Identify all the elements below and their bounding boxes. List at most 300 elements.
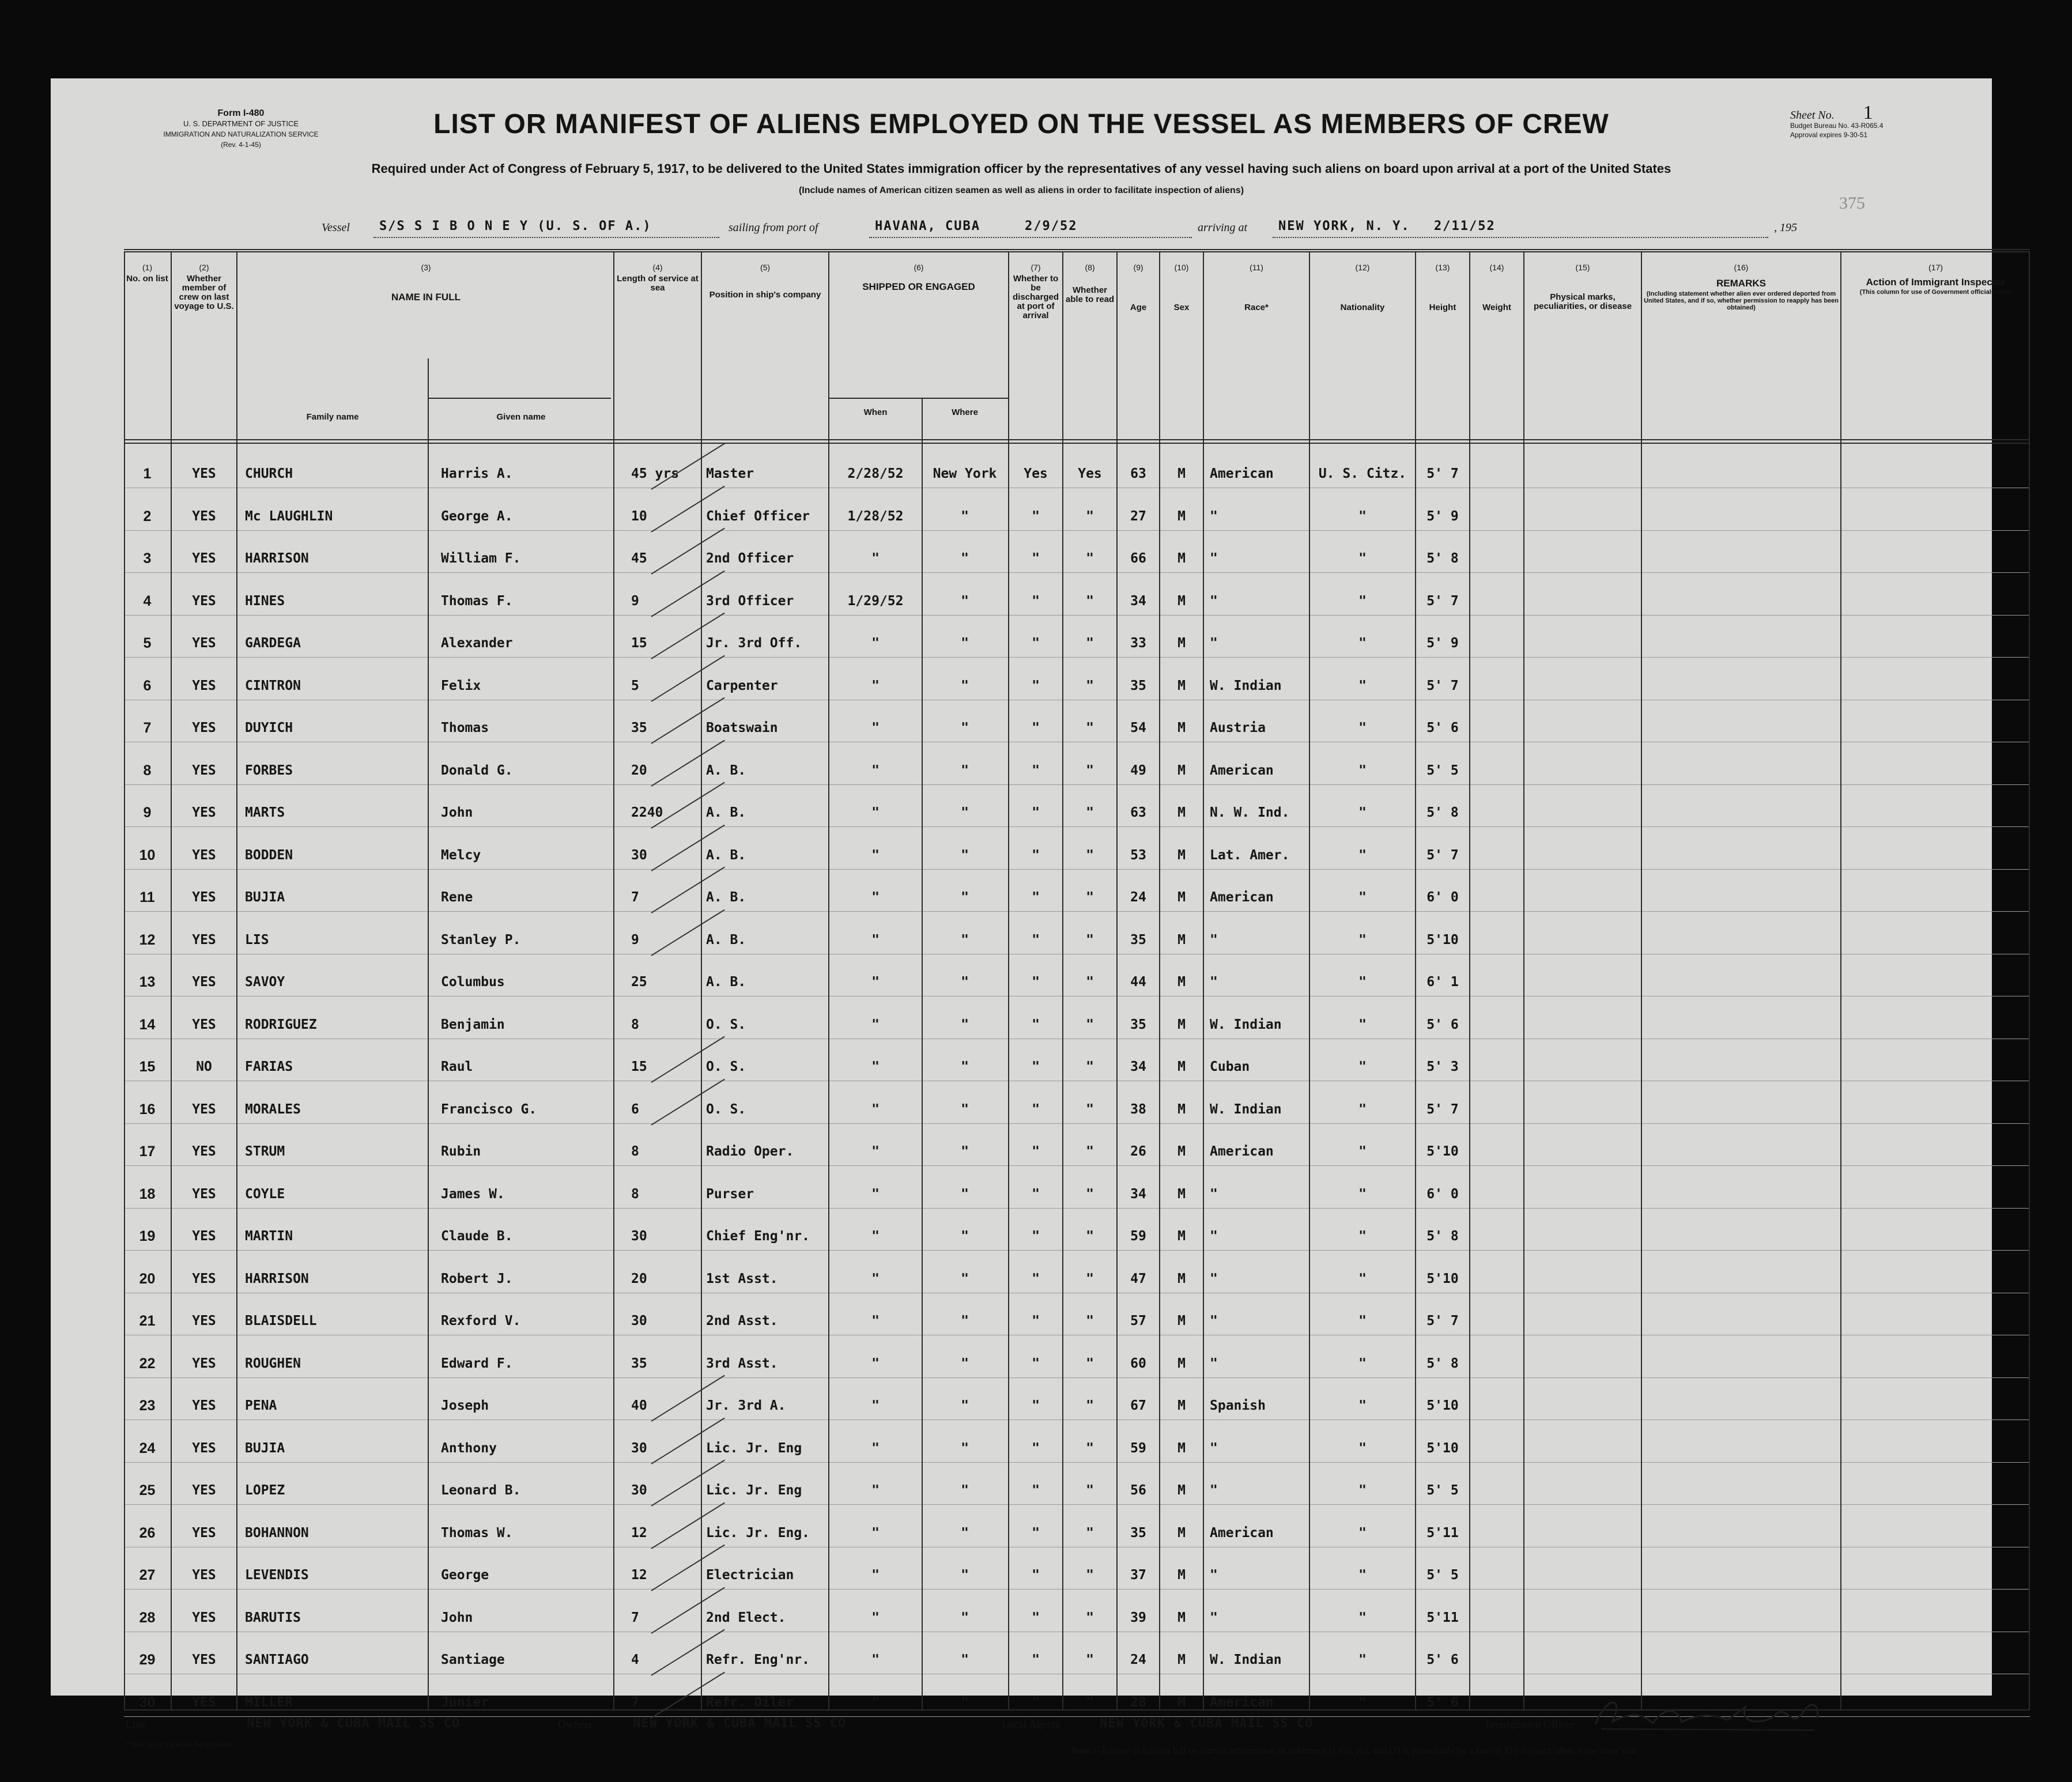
length-service-cell: 8 [631,1144,639,1159]
length-service-cell: 7 [631,890,639,905]
given-name-cell: James W. [441,1186,505,1202]
height-cell: 5' 5 [1426,1483,1459,1498]
nationality-cell: " [1358,1568,1367,1583]
race-cell: American [1210,1144,1274,1159]
age-cell: 44 [1130,975,1146,990]
family-name-cell: LEVENDIS [245,1568,309,1583]
given-name-cell: Columbus [441,975,505,990]
nationality-cell: " [1358,1398,1367,1413]
table-row [124,1377,2030,1378]
position-cell: Refr. Oiler [706,1694,794,1710]
column-rule [1415,251,1416,1709]
last-voyage-cell: YES [192,1610,216,1625]
race-cell: " [1210,636,1218,651]
position-cell: 3rd Officer [706,593,794,609]
able-to-read-cell: " [1086,1694,1094,1710]
age-cell: 60 [1130,1356,1146,1371]
shipped-where-cell: " [961,1017,969,1032]
length-service-cell: 20 [631,762,647,778]
nationality-cell: " [1358,508,1367,524]
shipped-when-cell: " [871,1313,880,1328]
sex-cell: M [1177,847,1186,863]
sex-cell: M [1177,1568,1186,1583]
race-cell: " [1210,1610,1218,1625]
length-service-cell: 8 [631,1186,639,1202]
discharged-cell: " [1032,847,1040,863]
shipped-when-cell: 1/28/52 [847,508,904,524]
position-cell: 3rd Asst. [706,1356,778,1371]
position-cell: Boatswain [706,720,778,735]
sex-cell: M [1177,975,1186,990]
able-to-read-cell: " [1086,1271,1094,1286]
length-service-cell: 45 [631,551,647,566]
length-service-cell: 6 [631,1101,639,1117]
shipped-when-cell: " [871,1059,880,1074]
age-cell: 59 [1130,1229,1146,1244]
header-bottom-rule [124,443,2030,444]
race-cell: " [1210,1568,1218,1583]
sex-cell: M [1177,551,1186,566]
header-physical-marks: (15) Physical marks, peculiarities, or disease [1533,263,1632,311]
shipped-when-cell: " [871,1017,880,1032]
length-service-cell: 30 [631,847,647,863]
height-cell: 5' 7 [1426,1313,1459,1328]
shipped-when-cell: " [871,1652,880,1667]
discharged-cell: " [1032,1186,1040,1202]
header-where: Where [952,407,978,417]
shipped-when-cell: " [871,975,880,990]
shipped-where-cell: " [961,1101,969,1117]
age-cell: 63 [1130,805,1146,820]
position-cell: Electrician [706,1568,794,1583]
family-name-cell: SAVOY [245,975,285,990]
discharged-cell: Yes [1024,466,1048,481]
column-rule [2029,251,2030,1709]
family-name-cell: STRUM [245,1144,285,1159]
row-number: 13 [139,974,156,990]
last-voyage-cell: YES [192,1144,216,1159]
shipped-when-cell: " [871,1398,880,1413]
position-cell: A. B. [706,975,746,990]
age-cell: 28 [1130,1694,1146,1710]
family-name-cell: MARTIN [245,1229,293,1244]
family-name-cell: CHURCH [245,466,293,481]
length-service-cell: 2240 [631,805,663,820]
last-voyage-cell: NO [196,1059,212,1074]
nationality-cell: " [1358,932,1367,947]
length-service-cell: 15 [631,1059,647,1074]
length-service-cell: 45 yrs [631,466,680,481]
last-voyage-cell: YES [192,1017,216,1032]
row-number: 4 [143,592,152,609]
height-cell: 5' 8 [1426,1229,1459,1244]
race-cell: W. Indian [1210,1017,1282,1032]
height-cell: 5' 7 [1426,847,1459,863]
shipped-where-cell: " [961,593,969,609]
header-race: (11) Race* [1244,263,1269,312]
able-to-read-cell: " [1086,1568,1094,1583]
nationality-cell: " [1358,1483,1367,1498]
sailing-label: sailing from port of [729,221,818,234]
age-cell: 56 [1130,1483,1146,1498]
length-service-cell: 30 [631,1483,647,1498]
line-value: NEW YORK & CUBA MAIL SS CO [247,1716,461,1731]
family-name-cell: BARUTIS [245,1610,301,1625]
age-cell: 27 [1130,508,1146,524]
able-to-read-cell: " [1086,1229,1094,1244]
sex-cell: M [1177,1186,1186,1202]
row-number: 9 [143,805,152,821]
nationality-cell: " [1358,1525,1367,1541]
race-cell: " [1210,932,1218,947]
position-cell: O. S. [706,1059,746,1074]
race-cell: W. Indian [1210,1101,1282,1117]
table-row [124,1123,2030,1124]
family-name-cell: HINES [245,593,285,609]
owners-value: NEW YORK & CUBA MAIL SS CO [633,1716,847,1731]
column-rule [1203,251,1204,1709]
column-rule [613,251,614,1709]
discharged-cell: " [1032,1652,1040,1667]
height-cell: 5' 7 [1426,593,1459,609]
length-service-cell: 7 [631,1694,639,1710]
shipped-when-cell: 1/29/52 [847,593,904,609]
discharged-cell: " [1032,975,1040,990]
race-cell: American [1210,1694,1274,1710]
nationality-cell: " [1358,1440,1367,1456]
discharged-cell: " [1032,1440,1040,1456]
nationality-cell: " [1358,1229,1367,1244]
sex-cell: M [1177,1144,1186,1159]
height-cell: 5'10 [1426,1398,1459,1413]
sex-cell: M [1177,1652,1186,1667]
approval-expiry: Approval expires 9-30-51 [1790,131,1868,139]
given-name-cell: Santiage [441,1652,505,1667]
sex-cell: M [1177,1356,1186,1371]
age-cell: 53 [1130,847,1146,863]
given-name-cell: Joseph [441,1398,489,1413]
nationality-cell: " [1358,1101,1367,1117]
shipped-when-cell: " [871,1525,880,1541]
discharged-cell: " [1032,1694,1040,1710]
race-cell: Austria [1210,720,1266,735]
height-cell: 5'10 [1426,1144,1459,1159]
shipped-where-cell: " [961,551,969,566]
sheet-number-block [1790,102,1963,139]
subtitle-note: (Include names of American citizen seamen as well as aliens in order to facilitate inspection of aliens) [798,186,1244,195]
position-cell: Carpenter [706,678,778,693]
shipped-where-cell: " [961,1652,969,1667]
discharged-cell: " [1032,762,1040,778]
given-name-cell: Anthony [441,1440,497,1456]
page-stamp: 375 [1839,194,1865,213]
discharged-cell: " [1032,678,1040,693]
last-voyage-cell: YES [192,847,216,863]
length-service-cell: 35 [631,1356,647,1371]
age-cell: 37 [1130,1568,1146,1583]
shipped-when-cell: " [871,1440,880,1456]
row-number: 22 [139,1355,156,1372]
nationality-cell: " [1358,805,1367,820]
height-cell: 5' 5 [1426,1568,1459,1583]
height-cell: 5'10 [1426,1271,1459,1286]
shipped-where-cell: " [961,1440,969,1456]
able-to-read-cell: " [1086,720,1094,735]
penalty-note: Note.—Failure to furnish full or correct information in columns (3), (5), (6), and (7) is punishable by a fine of $10 for each alien. (See other side [1071,1745,1638,1756]
discharged-cell: " [1032,805,1040,820]
nationality-cell: " [1358,1017,1367,1032]
race-cell: " [1210,508,1218,524]
header-nationality: (12) Nationality [1340,263,1385,312]
shipped-when-cell: " [871,678,880,693]
position-cell: A. B. [706,890,746,905]
column-rule [1469,251,1470,1709]
table-row [124,1250,2030,1251]
sex-cell: M [1177,1694,1186,1710]
table-row [124,1589,2030,1590]
last-voyage-cell: YES [192,720,216,735]
length-service-cell: 9 [631,932,639,947]
sex-cell: M [1177,805,1186,820]
given-name-cell: Claude B. [441,1229,513,1244]
discharged-cell: " [1032,1144,1040,1159]
age-cell: 34 [1130,593,1146,609]
age-cell: 24 [1130,890,1146,905]
discharged-cell: " [1032,932,1040,947]
race-cell: American [1210,466,1274,481]
sex-cell: M [1177,508,1186,524]
shipped-where-cell: " [961,720,969,735]
nationality-cell: " [1358,1610,1367,1625]
last-voyage-cell: YES [192,762,216,778]
given-name-cell: Stanley P. [441,932,521,947]
row-number: 24 [139,1440,156,1456]
height-cell: 5'11 [1426,1525,1459,1541]
able-to-read-cell: " [1086,1017,1094,1032]
table-row [124,869,2030,870]
race-cell: American [1210,890,1274,905]
row-number: 12 [139,931,156,948]
able-to-read-cell: Yes [1078,466,1102,481]
row-number: 19 [139,1228,156,1244]
family-name-cell: BOHANNON [245,1525,309,1541]
position-cell: Radio Oper. [706,1144,794,1159]
race-cell: American [1210,762,1274,778]
races-footnote: * See list of races on back hereof. [126,1741,235,1749]
nationality-cell: " [1358,847,1367,863]
family-name-cell: BLAISDELL [245,1313,317,1328]
family-name-cell: FORBES [245,762,293,778]
race-cell: Spanish [1210,1398,1266,1413]
shipped-where-cell: " [961,932,969,947]
row-number: 27 [139,1567,156,1583]
nationality-cell: " [1358,1059,1367,1074]
header-age: (9) Age [1130,263,1147,312]
able-to-read-cell: " [1086,636,1094,651]
able-to-read-cell: " [1086,1525,1094,1541]
row-number: 3 [143,550,152,567]
shipped-where-cell: " [961,1271,969,1286]
header-no: (1) No. on list [126,263,168,284]
shipped-when-cell: " [871,636,880,651]
discharged-cell: " [1032,1271,1040,1286]
last-voyage-cell: YES [192,890,216,905]
discharged-cell: " [1032,551,1040,566]
header-able-to-read: (8) Whether able to read [1065,263,1115,304]
height-cell: 5' 6 [1426,1652,1459,1667]
height-cell: 5' 6 [1426,720,1459,735]
header-name-in-full: (3) NAME IN FULL [391,263,461,303]
arriving-rule [1273,237,1768,238]
sailing-date: 2/9/52 [1025,219,1078,233]
position-cell: Chief Eng'nr. [706,1229,810,1244]
age-cell: 34 [1130,1059,1146,1074]
able-to-read-cell: " [1086,1144,1094,1159]
row-number: 5 [143,635,152,651]
last-voyage-cell: YES [192,1694,216,1710]
height-cell: 6' 0 [1426,890,1459,905]
given-name-cell: Junier [441,1694,489,1710]
race-cell: " [1210,1313,1218,1328]
able-to-read-cell: " [1086,1313,1094,1328]
header-given-name: Given name [496,412,546,422]
last-voyage-cell: YES [192,1101,216,1117]
table-row [124,784,2030,785]
last-voyage-cell: YES [192,1440,216,1456]
height-cell: 5' 7 [1426,1101,1459,1117]
shipped-where-cell: " [961,636,969,651]
last-voyage-cell: YES [192,1313,216,1328]
column-rule [828,251,829,1709]
shipped-where-cell: " [961,1229,969,1244]
shipped-where-cell: " [961,805,969,820]
nationality-cell: " [1358,720,1367,735]
nationality-cell: " [1358,975,1367,990]
length-service-cell: 30 [631,1313,647,1328]
subtitle: Required under Act of Congress of February 5, 1917, to be delivered to the United States immigration officer by the representatives of any vessel having such aliens on board upon arrival at a port of the United States [371,161,1671,176]
nationality-cell: " [1358,1694,1367,1710]
sex-cell: M [1177,1610,1186,1625]
able-to-read-cell: " [1086,890,1094,905]
shipped-when-cell: " [871,1101,880,1117]
able-to-read-cell: " [1086,805,1094,820]
able-to-read-cell: " [1086,1652,1094,1667]
length-service-cell: 9 [631,593,639,609]
nationality-cell: " [1358,1271,1367,1286]
given-name-cell: Rene [441,890,473,905]
family-name-cell: LOPEZ [245,1483,285,1498]
header-when: When [863,407,888,417]
row-number: 17 [139,1143,156,1160]
last-voyage-cell: YES [192,1525,216,1541]
given-name-cell: Donald G. [441,762,513,778]
able-to-read-cell: " [1086,678,1094,693]
last-voyage-cell: YES [192,1483,216,1498]
race-cell: N. W. Ind. [1210,805,1290,820]
family-name-cell: ROUGHEN [245,1356,301,1371]
last-voyage-cell: YES [192,1568,216,1583]
shipped-where-cell: " [961,1313,969,1328]
age-cell: 34 [1130,1186,1146,1202]
position-cell: O. S. [706,1017,746,1032]
length-service-cell: 30 [631,1440,647,1456]
shipped-when-cell: " [871,551,880,566]
table-row [124,1419,2030,1420]
sheet-no-value: 1 [1863,102,1873,123]
height-cell: 5' 7 [1426,466,1459,481]
given-name-cell: Thomas W. [441,1525,513,1541]
discharged-cell: " [1032,1398,1040,1413]
length-service-cell: 10 [631,508,647,524]
race-cell: " [1210,975,1218,990]
position-cell: O. S. [706,1101,746,1117]
height-cell: 5'11 [1426,1610,1459,1625]
shipped-where-cell: " [961,762,969,778]
table-row [124,615,2030,616]
discharged-cell: " [1032,890,1040,905]
column-rule [1309,251,1310,1709]
race-cell: " [1210,593,1218,609]
discharged-cell: " [1032,1356,1040,1371]
able-to-read-cell: " [1086,593,1094,609]
header-bottom-rule [124,439,2030,440]
given-name-cell: John [441,1610,473,1625]
position-cell: 2nd Asst. [706,1313,778,1328]
height-cell: 5'10 [1426,932,1459,947]
row-number: 28 [139,1609,156,1626]
position-cell: Master [706,466,754,481]
given-name-cell: Rexford V. [441,1313,521,1328]
family-name-cell: BUJIA [245,1440,285,1456]
given-name-cell: Melcy [441,847,481,863]
discharged-cell: " [1032,1059,1040,1074]
able-to-read-cell: " [1086,932,1094,947]
height-cell: 5' 8 [1426,551,1459,566]
sex-cell: M [1177,1483,1186,1498]
row-number: 8 [143,762,152,779]
able-to-read-cell: " [1086,1059,1094,1074]
row-number: 7 [143,720,152,736]
table-row [124,572,2030,573]
column-rule [1062,251,1063,1709]
row-number: 21 [139,1313,156,1329]
sex-cell: M [1177,678,1186,693]
shipped-where-cell: New York [933,466,997,481]
nationality-cell: " [1358,1186,1367,1202]
able-to-read-cell: " [1086,551,1094,566]
able-to-read-cell: " [1086,1398,1094,1413]
shipped-when-cell: " [871,1483,880,1498]
sex-cell: M [1177,593,1186,609]
manifest-sheet [51,78,2012,1756]
given-name-cell: John [441,805,473,820]
name-subheader-rule [429,398,611,399]
family-name-cell: DUYICH [245,720,293,735]
height-cell: 5' 7 [1426,678,1459,693]
row-number: 10 [139,847,156,863]
able-to-read-cell: " [1086,847,1094,863]
family-name-cell: GARDEGA [245,636,301,651]
shipped-when-cell: " [871,1144,880,1159]
sex-cell: M [1177,1525,1186,1541]
column-rule [922,398,923,1709]
row-number: 14 [139,1016,156,1033]
given-name-cell: Edward F. [441,1356,513,1371]
shipped-where-cell: " [961,1356,969,1371]
discharged-cell: " [1032,720,1040,735]
able-to-read-cell: " [1086,508,1094,524]
discharged-cell: " [1032,1229,1040,1244]
